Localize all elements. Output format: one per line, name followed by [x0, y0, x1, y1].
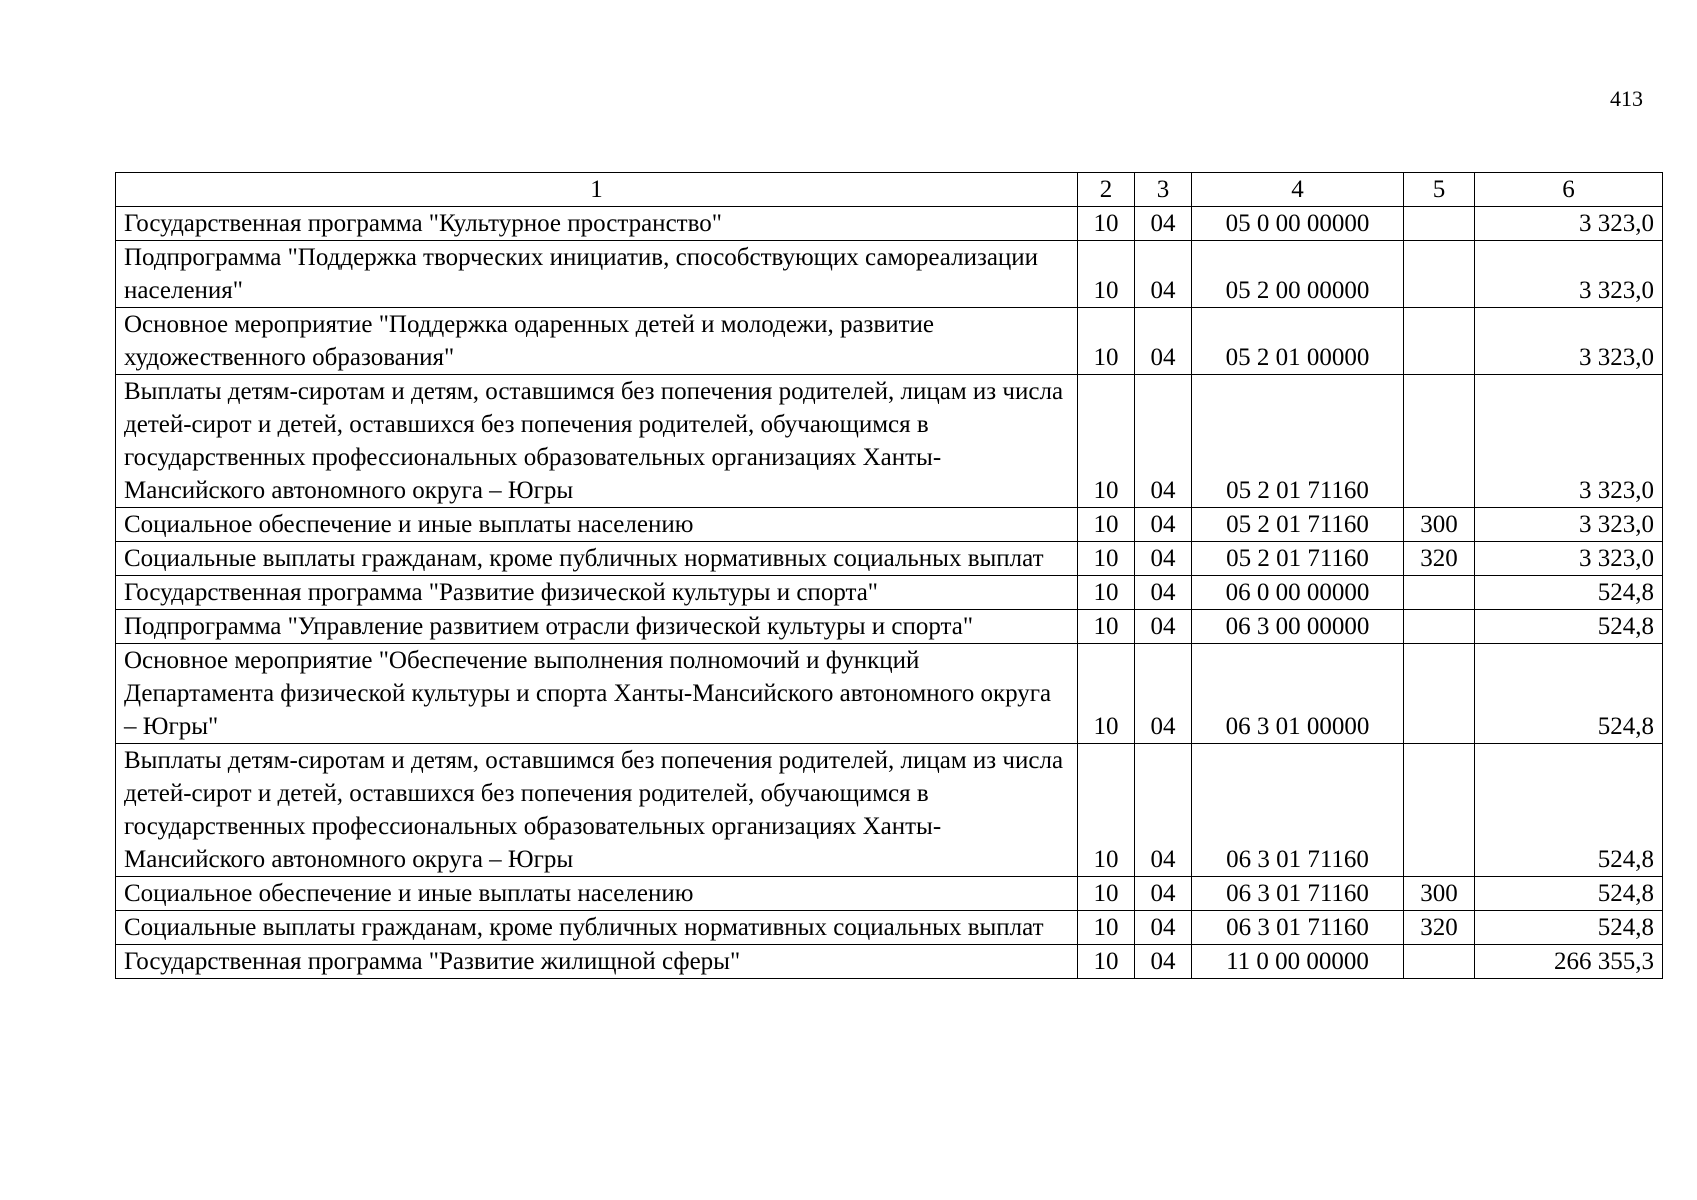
row-target-cell: 05 2 00 00000 — [1192, 241, 1404, 308]
row-name-cell: Социальные выплаты гражданам, кроме публичных нормативных социальных выплат — [116, 911, 1078, 945]
row-subsection-cell: 04 — [1135, 744, 1192, 877]
row-name-cell: Основное мероприятие "Поддержка одаренных детей и молодежи, развитие художественного образования" — [116, 308, 1078, 375]
table-row — [116, 207, 1663, 241]
row-name-cell: Государственная программа "Развитие физической культуры и спорта" — [116, 576, 1078, 610]
row-type-cell — [1404, 207, 1475, 241]
row-name-cell: Основное мероприятие "Обеспечение выполнения полномочий и функций Департамента физической культуры и спорта Ханты-Мансийского автономного округа – Югры" — [116, 644, 1078, 744]
table-row — [116, 241, 1663, 308]
row-amount-cell: 524,8 — [1475, 610, 1663, 644]
row-target-cell: 05 2 01 71160 — [1192, 542, 1404, 576]
table-row — [116, 911, 1663, 945]
header-row — [116, 173, 1663, 207]
row-subsection-cell: 04 — [1135, 542, 1192, 576]
table-row — [116, 542, 1663, 576]
row-type-cell — [1404, 241, 1475, 308]
column-header-2: 2 — [1078, 173, 1135, 207]
row-amount-cell: 3 323,0 — [1475, 542, 1663, 576]
row-target-cell: 06 3 01 71160 — [1192, 744, 1404, 877]
row-subsection-cell: 04 — [1135, 375, 1192, 508]
row-name-cell: Государственная программа "Культурное пространство" — [116, 207, 1078, 241]
table-row — [116, 610, 1663, 644]
row-subsection-cell: 04 — [1135, 945, 1192, 979]
row-section-cell: 10 — [1078, 877, 1135, 911]
row-section-cell: 10 — [1078, 308, 1135, 375]
row-subsection-cell: 04 — [1135, 610, 1192, 644]
row-target-cell: 05 0 00 00000 — [1192, 207, 1404, 241]
page-number: 413 — [1610, 86, 1643, 111]
row-section-cell: 10 — [1078, 945, 1135, 979]
column-header-3: 3 — [1135, 173, 1192, 207]
row-section-cell: 10 — [1078, 508, 1135, 542]
row-target-cell: 05 2 01 71160 — [1192, 508, 1404, 542]
row-target-cell: 06 0 00 00000 — [1192, 576, 1404, 610]
column-header-4: 4 — [1192, 173, 1404, 207]
row-subsection-cell: 04 — [1135, 241, 1192, 308]
row-amount-cell: 3 323,0 — [1475, 375, 1663, 508]
table-row — [116, 508, 1663, 542]
row-amount-cell: 524,8 — [1475, 744, 1663, 877]
row-subsection-cell: 04 — [1135, 308, 1192, 375]
table-row — [116, 576, 1663, 610]
row-amount-cell: 524,8 — [1475, 877, 1663, 911]
row-type-cell: 320 — [1404, 911, 1475, 945]
row-type-cell — [1404, 375, 1475, 508]
row-subsection-cell: 04 — [1135, 207, 1192, 241]
row-subsection-cell: 04 — [1135, 877, 1192, 911]
row-type-cell — [1404, 644, 1475, 744]
row-target-cell: 05 2 01 00000 — [1192, 308, 1404, 375]
column-header-6: 6 — [1475, 173, 1663, 207]
row-target-cell: 06 3 01 00000 — [1192, 644, 1404, 744]
row-section-cell: 10 — [1078, 610, 1135, 644]
row-section-cell: 10 — [1078, 241, 1135, 308]
row-type-cell: 300 — [1404, 877, 1475, 911]
row-section-cell: 10 — [1078, 744, 1135, 877]
row-name-cell: Подпрограмма "Управление развитием отрасли физической культуры и спорта" — [116, 610, 1078, 644]
row-type-cell — [1404, 576, 1475, 610]
row-type-cell — [1404, 744, 1475, 877]
row-type-cell: 300 — [1404, 508, 1475, 542]
row-target-cell: 06 3 01 71160 — [1192, 877, 1404, 911]
row-name-cell: Выплаты детям-сиротам и детям, оставшимся без попечения родителей, лицам из числа детей-сирот и детей, оставшихся без попечения родителей, обучающимся в государственных профессиональных образовательных организациях Ханты-Мансийского автономного округа – Югры — [116, 375, 1078, 508]
row-amount-cell: 3 323,0 — [1475, 308, 1663, 375]
row-type-cell — [1404, 308, 1475, 375]
row-subsection-cell: 04 — [1135, 644, 1192, 744]
table-row — [116, 644, 1663, 744]
row-name-cell: Социальное обеспечение и иные выплаты населению — [116, 877, 1078, 911]
row-amount-cell: 3 323,0 — [1475, 508, 1663, 542]
row-type-cell: 320 — [1404, 542, 1475, 576]
row-name-cell: Социальные выплаты гражданам, кроме публичных нормативных социальных выплат — [116, 542, 1078, 576]
row-type-cell — [1404, 945, 1475, 979]
row-subsection-cell: 04 — [1135, 508, 1192, 542]
row-section-cell: 10 — [1078, 542, 1135, 576]
row-section-cell: 10 — [1078, 576, 1135, 610]
row-section-cell: 10 — [1078, 207, 1135, 241]
row-type-cell — [1404, 610, 1475, 644]
row-amount-cell: 524,8 — [1475, 576, 1663, 610]
row-name-cell: Социальное обеспечение и иные выплаты населению — [116, 508, 1078, 542]
column-header-1: 1 — [116, 173, 1078, 207]
table-row — [116, 375, 1663, 508]
row-section-cell: 10 — [1078, 375, 1135, 508]
row-amount-cell: 3 323,0 — [1475, 241, 1663, 308]
table-row — [116, 308, 1663, 375]
row-subsection-cell: 04 — [1135, 911, 1192, 945]
budget-table — [115, 172, 1663, 979]
row-section-cell: 10 — [1078, 911, 1135, 945]
row-name-cell: Подпрограмма "Поддержка творческих инициатив, способствующих самореализации населения" — [116, 241, 1078, 308]
row-amount-cell: 524,8 — [1475, 911, 1663, 945]
table-row — [116, 744, 1663, 877]
row-target-cell: 05 2 01 71160 — [1192, 375, 1404, 508]
row-name-cell: Выплаты детям-сиротам и детям, оставшимся без попечения родителей, лицам из числа детей-сирот и детей, оставшихся без попечения родителей, обучающимся в государственных профессиональных образовательных организациях Ханты-Мансийского автономного округа – Югры — [116, 744, 1078, 877]
row-amount-cell: 266 355,3 — [1475, 945, 1663, 979]
row-target-cell: 06 3 01 71160 — [1192, 911, 1404, 945]
row-subsection-cell: 04 — [1135, 576, 1192, 610]
row-target-cell: 06 3 00 00000 — [1192, 610, 1404, 644]
row-name-cell: Государственная программа "Развитие жилищной сферы" — [116, 945, 1078, 979]
row-amount-cell: 3 323,0 — [1475, 207, 1663, 241]
table-row — [116, 945, 1663, 979]
table-row — [116, 877, 1663, 911]
column-header-5: 5 — [1404, 173, 1475, 207]
row-section-cell: 10 — [1078, 644, 1135, 744]
row-target-cell: 11 0 00 00000 — [1192, 945, 1404, 979]
row-amount-cell: 524,8 — [1475, 644, 1663, 744]
